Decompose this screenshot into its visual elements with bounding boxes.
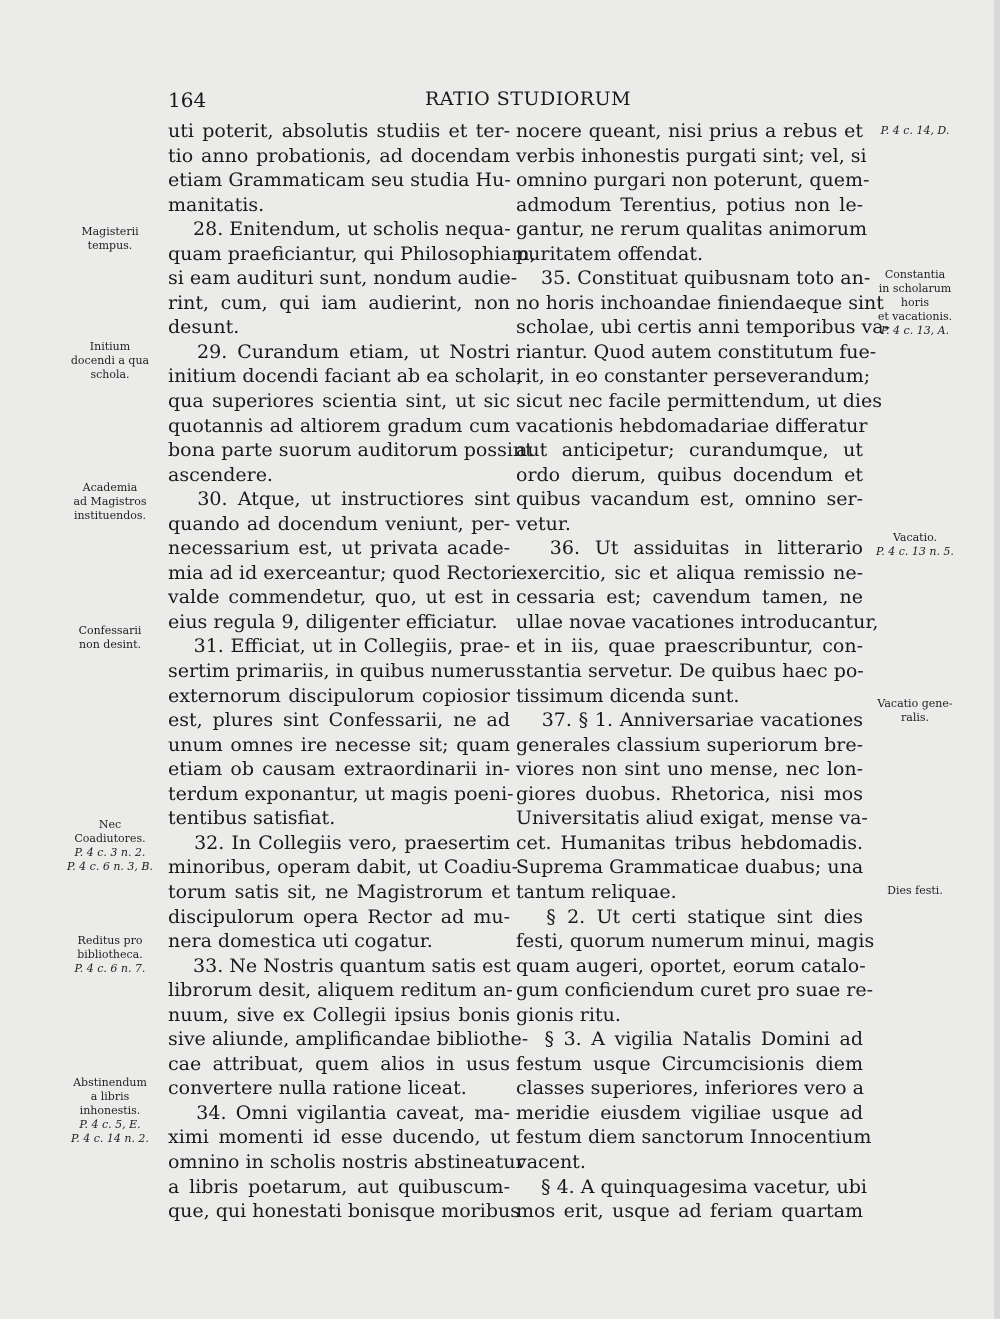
text-line: torum satis sit, ne Magistrorum et [168,880,510,903]
text-line: externorum discipulorum copiosior [168,684,510,707]
margin-note-line: Academia [82,481,138,494]
text-line: Universitatis aliud exigat, mense va- [516,807,868,830]
margin-note-line: Reditus pro [77,934,143,947]
margin-note-line: inhonestis. [79,1104,141,1117]
text-line: omnino in scholis nostris abstineatur [168,1150,525,1173]
text-line: scholae, ubi certis anni temporibus va- [516,316,891,339]
margin-note-line: non desint. [78,638,141,651]
text-line: no horis inchoandae finiendaeque sint [516,291,884,314]
page-header [0,88,1000,118]
text-line: nera domestica uti cogatur. [168,930,433,953]
margin-note-line: tempus. [87,239,133,252]
text-line: discipulorum opera Rector ad mu- [168,905,510,928]
text-line: est, plures sint Confessarii, ne ad [168,709,510,732]
text-line: librorum desit, aliquem reditum an- [168,979,513,1002]
text-line: tentibus satisfiat. [168,807,336,830]
text-line: meridie eiusdem vigiliae usque ad [516,1101,863,1124]
margin-note [60,481,160,523]
text-line: Suprema Grammaticae duabus; una [516,856,864,879]
text-line: rint, cum, qui iam audierint, non [168,291,510,314]
margin-note-line: P. 4 c. 14, D. [880,124,950,137]
text-line: unum omnes ire necesse sit; quam [168,733,510,756]
text-line: rit, in eo constanter perseverandum; [516,365,871,388]
margin-note-line: ad Magistros [73,495,147,508]
text-line: valde commendetur, quo, ut est in [168,586,510,609]
text-line: 34. Omni vigilantia caveat, ma- [168,1101,510,1124]
text-line: uti poterit, absolutis studiis et ter- [168,120,510,142]
text-line: necessarium est, ut privata acade- [168,537,510,560]
text-line: gionis ritu. [516,1003,621,1026]
margin-note-line: horis [900,296,930,309]
text-line: § 4. A quinquagesima vacetur, ubi [516,1175,867,1198]
text-line: ordo dierum, quibus docendum et [516,463,863,486]
margin-note [865,697,965,725]
text-line: ascendere. [168,463,273,486]
text-line: eius regula 9, diligenter efficiatur. [168,610,498,633]
running-title: RATIO STUDIORUM [425,88,632,110]
text-line: quando ad docendum veniunt, per- [168,512,510,535]
text-line: manitatis. [168,193,265,216]
margin-note [60,818,160,874]
margin-note [865,884,965,898]
margin-note-line: P. 4 c. 3 n. 2. [74,846,146,859]
margin-note [60,340,160,382]
text-line: initium docendi faciant ab ea schola, [168,365,523,388]
right-text-column [516,119,891,1224]
text-line: ximi momenti id esse ducendo, ut [168,1126,510,1149]
text-line: tantum reliquae. [516,880,677,903]
text-line: 33. Ne Nostris quantum satis est [168,954,511,977]
text-line: mia ad id exerceantur; quod Rectori [168,561,517,584]
text-line: mos erit, usque ad feriam quartam [516,1200,863,1223]
text-line: riantur. Quod autem constitutum fue- [516,340,877,363]
text-line: 36. Ut assiduitas in litterario [516,537,863,560]
margin-note-line: Magisterii [81,225,139,238]
margin-note-line: Vacatio gene- [877,697,953,710]
margin-note-line: schola. [90,368,130,381]
text-line: quibus vacandum est, omnino ser- [516,488,863,511]
text-line: festi, quorum numerum minui, magis [516,930,875,953]
margin-note-line: P. 4 c. 13, A. [880,324,950,337]
margin-note-line: docendi a qua [70,354,150,367]
text-line: giores duobus. Rhetorica, nisi mos [516,782,863,805]
text-line: que, qui honestati bonisque moribus [168,1200,520,1223]
margin-note [865,124,965,138]
text-line: 35. Constituat quibusnam toto an- [516,267,871,290]
margin-note [60,934,160,976]
text-line: nocere queant, nisi prius a rebus et [516,120,863,142]
text-line: etiam ob causam extraordinarii in- [168,758,510,781]
text-line: omnino purgari non poterunt, quem- [516,169,870,192]
text-line: gum conficiendum curet pro suae re- [516,979,874,1002]
text-line: etiam Grammaticam seu studia Hu- [168,169,511,192]
text-line: nuum, sive ex Collegii ipsius bonis [168,1003,510,1026]
text-line: festum usque Circumcisionis diem [516,1052,863,1075]
text-line: admodum Terentius, potius non le- [516,193,863,216]
margin-note-line: P. 4 c. 13 n. 5. [876,545,954,558]
text-line: quam praeficiantur, qui Philosophiam, [168,242,536,265]
margin-note-line: Abstinendum [73,1076,147,1089]
text-line: sertim primariis, in quibus numerus [168,660,516,683]
margin-note-line: P. 4 c. 5, E. [79,1118,141,1131]
text-line: desunt. [168,316,240,339]
margin-note [60,624,160,652]
text-line: gantur, ne rerum qualitas animorum [516,218,867,241]
text-line: bona parte suorum auditorum possint [168,439,533,462]
text-line: classes superiores, inferiores vero a [516,1077,864,1100]
page-number: 164 [168,88,207,112]
margin-note-line: Nec [98,818,122,831]
text-line: 29. Curandum etiam, ut Nostri [168,340,510,363]
text-line: 31. Efficiat, ut in Collegiis, prae- [168,635,510,658]
margin-note-line: et vacationis. [877,310,953,323]
text-line: puritatem offendat. [516,242,704,265]
text-line: § 3. A vigilia Natalis Domini ad [516,1028,863,1051]
margin-note-line: P. 4 c. 14 n. 2. [71,1132,149,1145]
text-line: tio anno probationis, ad docendam [168,144,510,167]
text-line: verbis inhonestis purgati sint; vel, si [516,144,867,167]
text-line: convertere nulla ratione liceat. [168,1077,467,1100]
text-line: qua superiores scientia sint, ut sic [168,390,510,413]
text-line: sicut nec facile permittendum, ut dies [516,390,882,413]
text-line: 32. In Collegiis vero, praesertim [168,831,510,854]
text-line: si eam audituri sunt, nondum audie- [168,267,518,290]
margin-note-line: in scholarum [878,282,952,295]
page-edge [994,0,1000,1319]
text-line: tissimum dicenda sunt. [516,684,740,707]
margin-note-line: Coadiutores. [74,832,146,845]
text-line: cae attribuat, quem alios in usus [168,1052,510,1075]
text-line: § 2. Ut certi statique sint dies [516,905,863,928]
margin-note-line: instituendos. [73,509,147,522]
left-text-column [168,119,536,1224]
text-line: 37. § 1. Anniversariae vacationes [516,709,863,732]
margin-note-line: a libris [90,1090,130,1103]
margin-note-line: ralis. [901,711,929,724]
text-line: quam augeri, oportet, eorum catalo- [516,954,866,977]
margin-note [865,531,965,559]
text-line: terdum exponantur, ut magis poeni- [168,782,514,805]
margin-note-line: P. 4 c. 6 n. 7. [74,962,146,975]
text-line: 30. Atque, ut instructiores sint [168,488,510,511]
text-line: minoribus, operam dabit, ut Coadiu- [168,856,519,879]
text-line: aut anticipetur; curandumque, ut [516,439,863,462]
margin-note-line: P. 4 c. 6 n. 3, B. [67,860,153,873]
text-line: cessaria est; cavendum tamen, ne [516,586,863,609]
text-line: generales classium superiorum bre- [516,733,863,756]
margin-note-line: Vacatio. [892,531,938,544]
text-line: stantia servetur. De quibus haec po- [516,660,864,683]
text-line: ullae novae vacationes introducantur, [516,610,879,633]
text-line: exercitio, sic et aliqua remissio ne- [516,561,863,584]
margin-note-line: Dies festi. [887,884,943,897]
text-line: a libris poetarum, aut quibuscum- [168,1175,510,1198]
margin-note-line: Confessarii [78,624,142,637]
text-line: vacationis hebdomadariae differatur [516,414,868,437]
text-line: 28. Enitendum, ut scholis nequa- [168,218,511,241]
text-line: sive aliunde, amplificandae bibliothe- [168,1028,529,1051]
margin-note-line: Constantia [884,268,946,281]
text-line: viores non sint uno mense, nec lon- [516,758,863,781]
margin-note [865,268,965,338]
margin-note-line: bibliotheca. [77,948,143,961]
margin-note-line: Initium [89,340,131,353]
text-line: festum diem sanctorum Innocentium [516,1126,872,1149]
text-line: vetur. [516,512,571,535]
margin-note [60,1076,160,1146]
text-line: cet. Humanitas tribus hebdomadis. [516,831,863,854]
text-line: quotannis ad altiorem gradum cum [168,414,510,437]
text-line: vacent. [516,1150,586,1173]
text-line: et in iis, quae praescribuntur, con- [516,635,863,658]
margin-note [60,225,160,253]
